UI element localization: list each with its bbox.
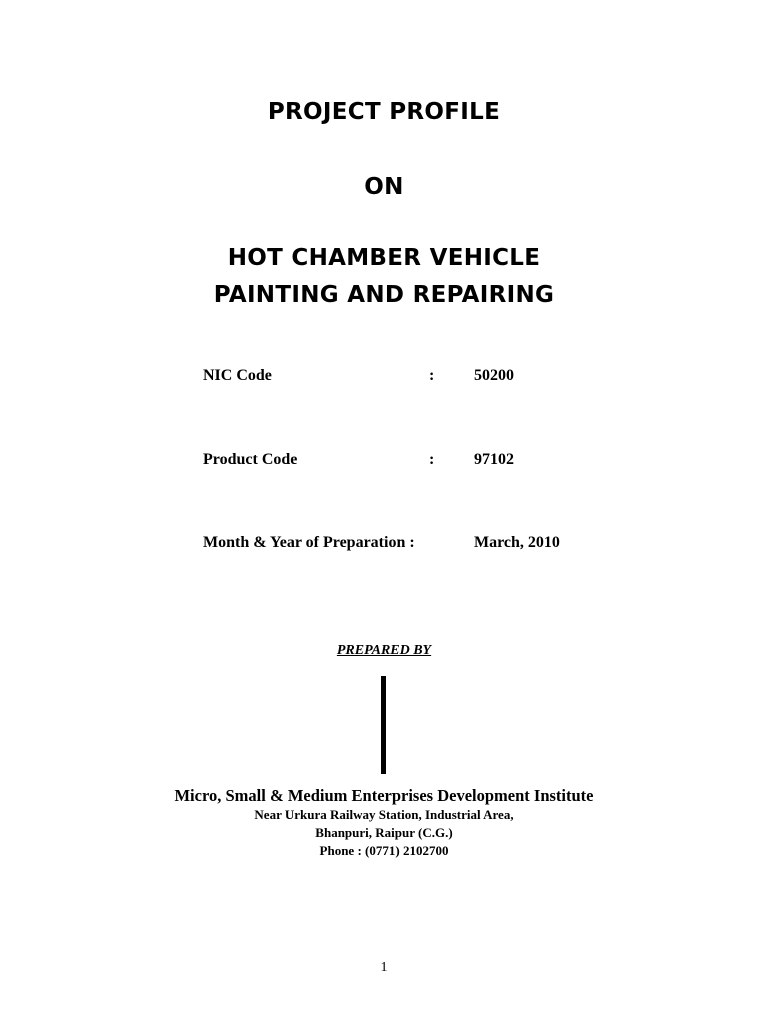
page-number: 1 [380,960,388,975]
preparation-date-value: March, 2010 [474,534,560,551]
product-code-value: 97102 [474,451,514,468]
organization-phone: Phone : (0771) 2102700 [319,843,449,858]
organization-address-line-2: Bhanpuri, Raipur (C.G.) [315,825,453,840]
organization-name: Micro, Small & Medium Enterprises Development Institute [174,786,594,805]
title-connector: ON [364,174,404,200]
organization-address-line-1: Near Urkura Railway Station, Industrial Area, [254,807,514,822]
organization-logo [381,676,386,774]
project-subject-line-1: HOT CHAMBER VEHICLE [227,245,541,271]
preparation-date-label: Month & Year of Preparation : [203,534,415,551]
prepared-by-heading: PREPARED BY [336,643,432,658]
product-code-label: Product Code [203,451,298,468]
preparation-date-row [203,531,623,555]
nic-code-label: NIC Code [203,367,272,384]
nic-code-value: 50200 [474,367,514,384]
nic-code-colon: : [429,367,435,384]
document-title: PROJECT PROFILE [267,99,501,125]
nic-code-row [203,364,623,388]
project-subject-line-2: PAINTING AND REPAIRING [213,282,555,308]
product-code-colon: : [429,451,435,468]
product-code-row [203,448,623,472]
